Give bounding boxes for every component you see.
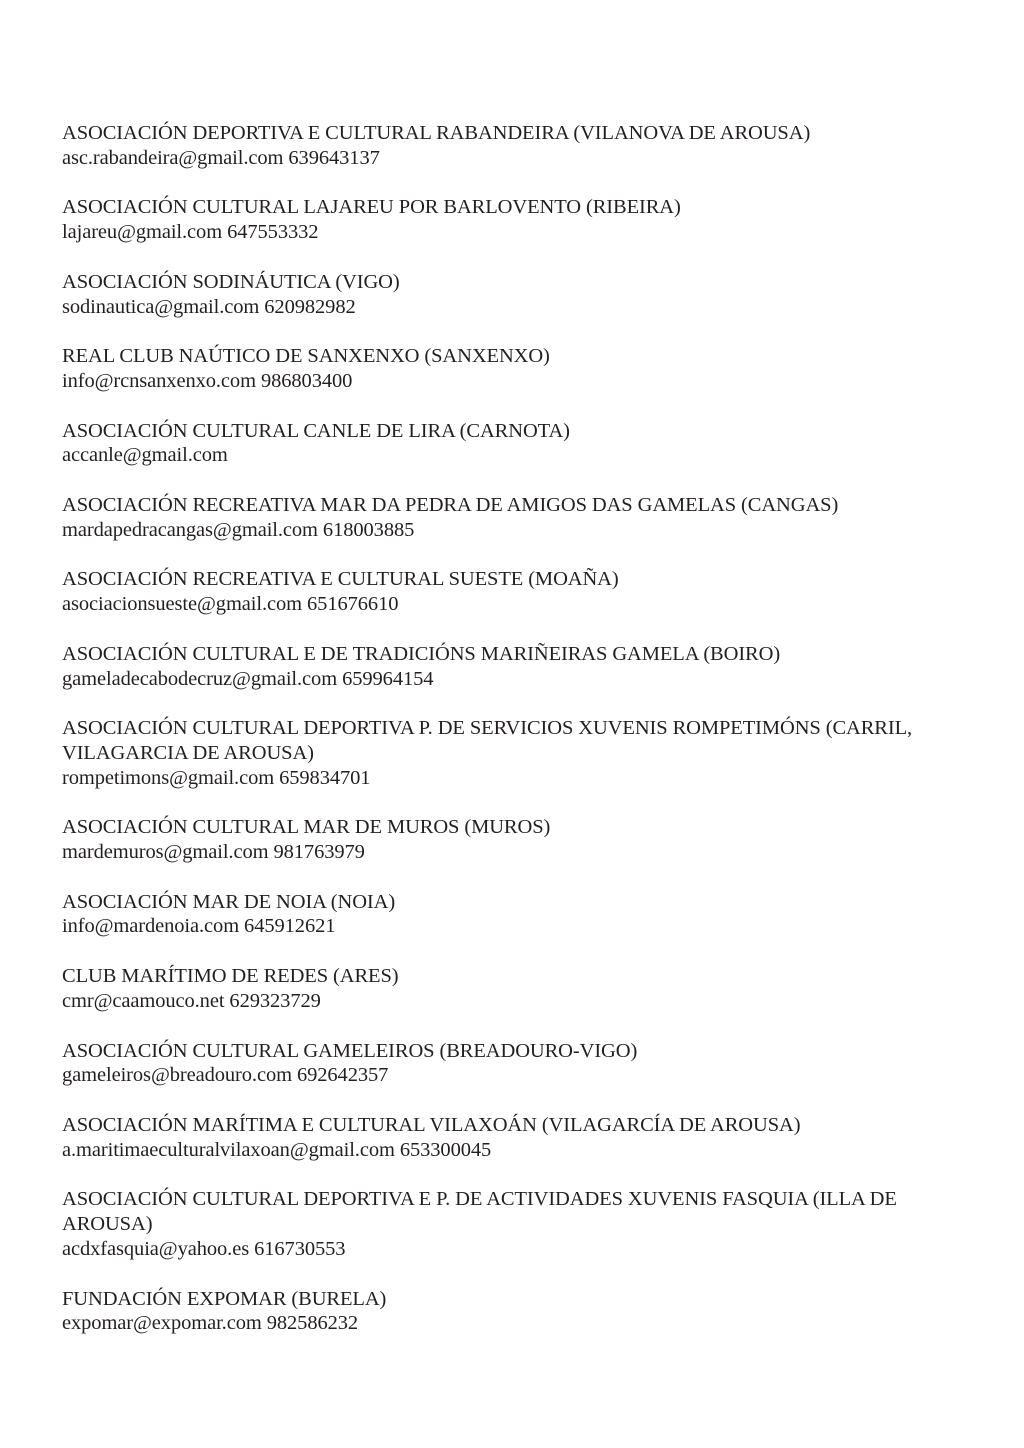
association-name: ASOCIACIÓN CULTURAL E DE TRADICIÓNS MARIÑEIRAS GAMELA (BOIRO) [62, 642, 781, 665]
association-contact: rompetimons@gmail.com 659834701 [62, 766, 371, 789]
association-contact: sodinautica@gmail.com 620982982 [62, 295, 356, 318]
association-name: ASOCIACIÓN RECREATIVA E CULTURAL SUESTE (MOAÑA) [62, 568, 619, 591]
association-contact: mardemuros@gmail.com 981763979 [62, 841, 365, 864]
association-contact: asociacionsueste@gmail.com 651676610 [62, 593, 399, 616]
association-contact: acdxfasquia@yahoo.es 616730553 [62, 1237, 346, 1260]
association-contact: accanle@gmail.com [62, 444, 228, 467]
association-name: CLUB MARÍTIMO DE REDES (ARES) [62, 965, 399, 988]
association-entry [62, 1287, 942, 1336]
association-contact: cmr@caamouco.net 629323729 [62, 989, 321, 1012]
association-entry [62, 964, 942, 1013]
association-entry [62, 270, 942, 319]
association-entry [62, 195, 942, 244]
association-name: ASOCIACIÓN SODINÁUTICA (VIGO) [62, 270, 400, 293]
association-entry [62, 1187, 942, 1261]
association-entry [62, 567, 942, 616]
association-contact: asc.rabandeira@gmail.com 639643137 [62, 146, 380, 169]
association-entry [62, 419, 942, 468]
association-name: ASOCIACIÓN CULTURAL MAR DE MUROS (MUROS) [62, 816, 551, 839]
association-entry [62, 815, 942, 864]
association-contact: info@mardenoia.com 645912621 [62, 915, 336, 938]
association-name: ASOCIACIÓN MARÍTIMA E CULTURAL VILAXOÁN (VILAGARCÍA DE AROUSA) [62, 1113, 801, 1136]
association-name: ASOCIACIÓN CULTURAL DEPORTIVA P. DE SERVICIOS XUVENIS ROMPETIMÓNS (CARRIL, VILAGARCIA DE AROUSA) [62, 717, 913, 764]
association-name: ASOCIACIÓN CULTURAL LAJAREU POR BARLOVENTO (RIBEIRA) [62, 196, 681, 219]
association-name: FUNDACIÓN EXPOMAR (BURELA) [62, 1287, 387, 1310]
association-contact: info@rcnsanxenxo.com 986803400 [62, 369, 353, 392]
association-name: ASOCIACIÓN MAR DE NOIA (NOIA) [62, 890, 396, 913]
association-contact: expomar@expomar.com 982586232 [62, 1312, 359, 1335]
association-contact: mardapedracangas@gmail.com 618003885 [62, 518, 415, 541]
association-entry [62, 890, 942, 939]
association-name: ASOCIACIÓN CULTURAL GAMELEIROS (BREADOURO-VIGO) [62, 1039, 638, 1062]
association-name: ASOCIACIÓN CULTURAL CANLE DE LIRA (CARNOTA) [62, 419, 570, 442]
association-directory [62, 121, 942, 1361]
association-contact: lajareu@gmail.com 647553332 [62, 221, 319, 244]
association-entry [62, 716, 942, 790]
association-entry [62, 642, 942, 691]
association-contact: a.maritimaeculturalvilaxoan@gmail.com 653300045 [62, 1138, 492, 1161]
association-name: ASOCIACIÓN RECREATIVA MAR DA PEDRA DE AMIGOS DAS GAMELAS (CANGAS) [62, 494, 839, 517]
association-entry [62, 1039, 942, 1088]
association-name: REAL CLUB NAÚTICO DE SANXENXO (SANXENXO) [62, 345, 550, 368]
association-name: ASOCIACIÓN CULTURAL DEPORTIVA E P. DE ACTIVIDADES XUVENIS FASQUIA (ILLA DE AROUSA) [62, 1188, 897, 1236]
association-entry [62, 1113, 942, 1162]
association-entry [62, 344, 942, 393]
association-entry [62, 493, 942, 542]
association-entry [62, 121, 942, 170]
association-contact: gameleiros@breadouro.com 692642357 [62, 1064, 389, 1087]
association-name: ASOCIACIÓN DEPORTIVA E CULTURAL RABANDEIRA (VILANOVA DE AROUSA) [62, 122, 811, 144]
association-contact: gameladecabodecruz@gmail.com 659964154 [62, 667, 434, 690]
